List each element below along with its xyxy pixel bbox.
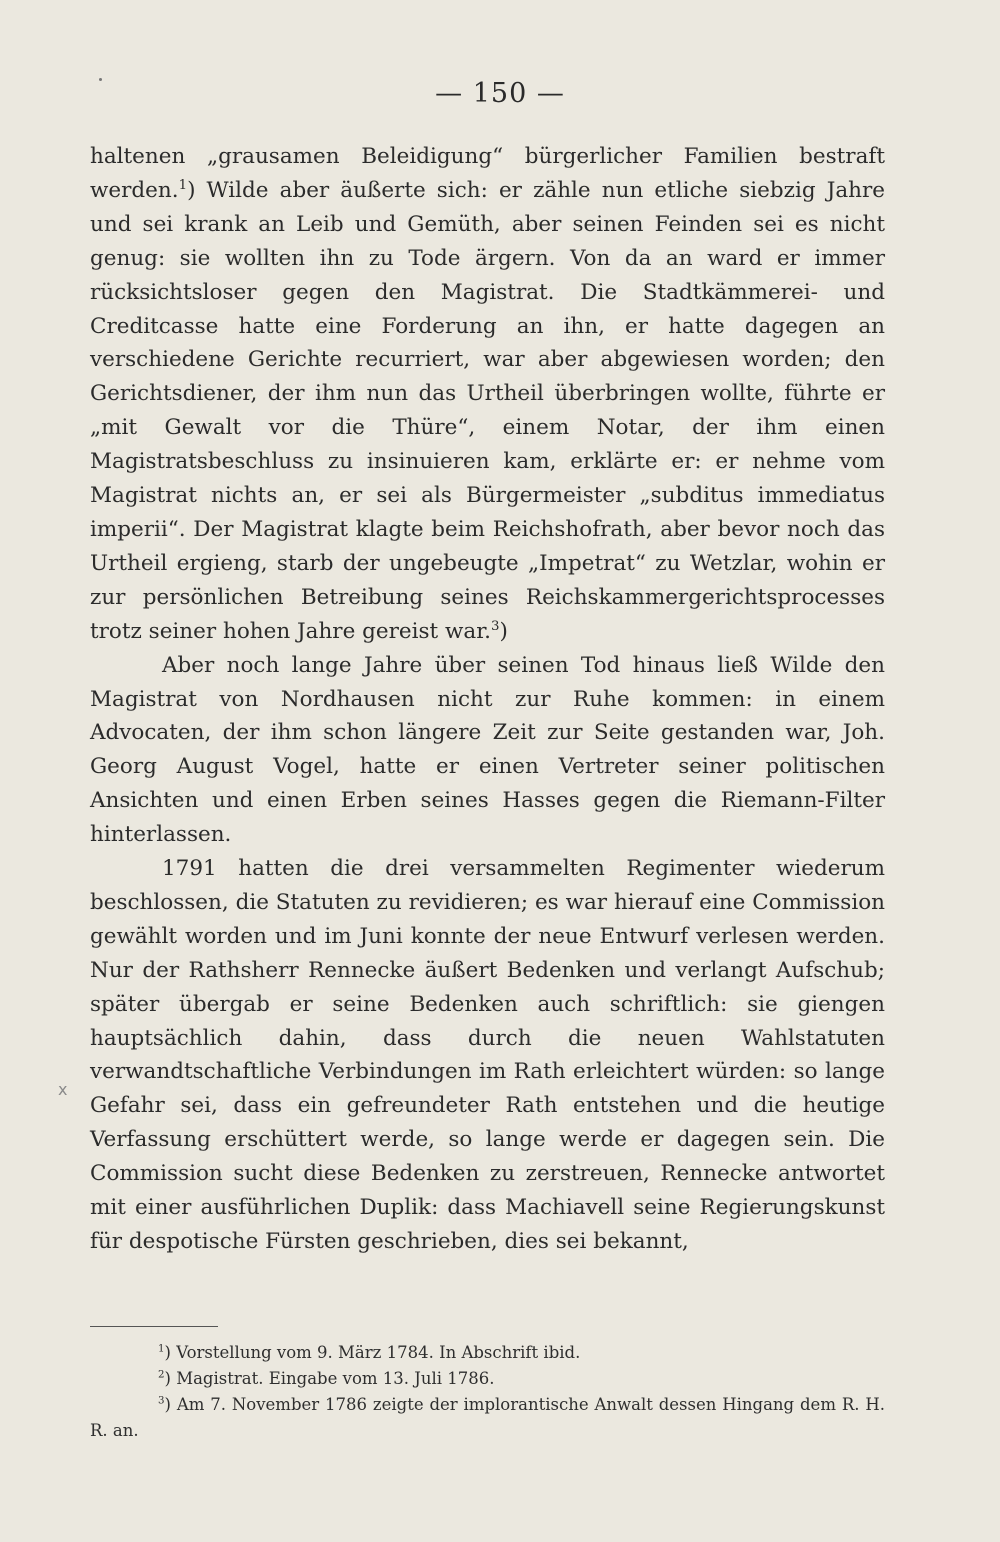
footnote-text: ) Vorstellung vom 9. März 1784. In Abschrift ibid. — [164, 1343, 581, 1362]
margin-annotation: x — [58, 1080, 68, 1099]
footnote-text: ) Am 7. November 1786 zeigte der implorantische Anwalt dessen Hingang dem R. H. R. an. — [90, 1395, 885, 1440]
paragraph-3 — [90, 852, 885, 1259]
footnote-ref: 1 — [178, 177, 188, 193]
footnote-divider — [90, 1326, 218, 1327]
text-run: ) — [499, 618, 508, 644]
footnote-1 — [90, 1340, 885, 1366]
paragraph-1 — [90, 140, 885, 649]
text-run: ) Wilde aber äußerte sich: er zähle nun etliche siebzig Jahre und sei krank an Leib und Gemüth, aber seinen Feinden sei es nicht genug: sie wollten ihn zu Tode ärgern. Von da an ward er immer rücksichtsloser gegen den Magistrat. Die Stadtkämmerei- und Creditcasse hatte eine Forderung an ihn, er hatte dagegen an verschiedene Gerichte recurriert, war aber abgewiesen worden; den Gerichtsdiener, der ihm nun das Urtheil überbringen wollte, führte er „mit Gewalt vor die Thüre“, einem Notar, der ihm einen Magistratsbeschluss zu insinuieren kam, erklärte er: er nehme vom Magistrat nichts an, er sei als Bürgermeister „subditus immediatus imperii“. Der Magistrat klagte beim Reichshofrath, aber bevor noch das Urtheil ergieng, starb der ungebeugte „Impetrat“ zu Wetzlar, wohin er zur persönlichen Betreibung seines Reichskammergerichtsprocesses trotz seiner hohen Jahre gereist war. — [90, 177, 885, 644]
paragraph-2 — [90, 649, 885, 852]
footnote-number: 1 — [158, 1343, 165, 1355]
text-run: haltenen „grausamen Beleidigung“ bürgerlicher Familien bestraft werden. — [90, 144, 885, 203]
footnote-number: 3 — [158, 1395, 165, 1407]
footnote-number: 2 — [158, 1369, 165, 1381]
footnotes — [90, 1340, 885, 1444]
footnote-text: ) Magistrat. Eingabe vom 13. Juli 1786. — [164, 1369, 495, 1388]
text-run: Aber noch lange Jahre über seinen Tod hinaus ließ Wilde den Magistrat von Nordhausen nicht zur Ruhe kommen: in einem Advocaten, der ihm schon längere Zeit zur Seite gestanden war, Joh. Georg August Vogel, hatte er einen Vertreter seiner politischen Ansichten und einen Erben seines Hasses gegen die Riemann-Filter hinterlassen. — [90, 652, 885, 848]
footnote-ref: 3 — [490, 618, 500, 634]
text-run: 1791 hatten die drei versammelten Regimenter wiederum beschlossen, die Statuten zu revidieren; es war hierauf eine Commission gewählt worden und im Juni konnte der neue Entwurf verlesen werden. Nur der Rathsherr Rennecke äußert Bedenken und verlangt Aufschub; später übergab er seine Bedenken auch schriftlich: sie giengen hauptsächlich dahin, dass durch die neuen Wahlstatuten verwandtschaftliche Verbindungen im Rath erleichtert würden: so lange Gefahr sei, dass ein gefreundeter Rath entstehen und die heutige Verfassung erschüttert werde, so lange werde er dagegen sein. Die Commission sucht diese Bedenken zu zerstreuen, Rennecke antwortet mit einer ausführlichen Duplik: dass Machiavell seine Regierungskunst für despotische Fürsten geschrieben, dies sei bekannt, — [90, 856, 885, 1254]
footnote-3 — [90, 1392, 885, 1444]
page-number: — 150 — — [435, 78, 565, 109]
body-text — [90, 140, 885, 1259]
footnote-2 — [90, 1366, 885, 1392]
